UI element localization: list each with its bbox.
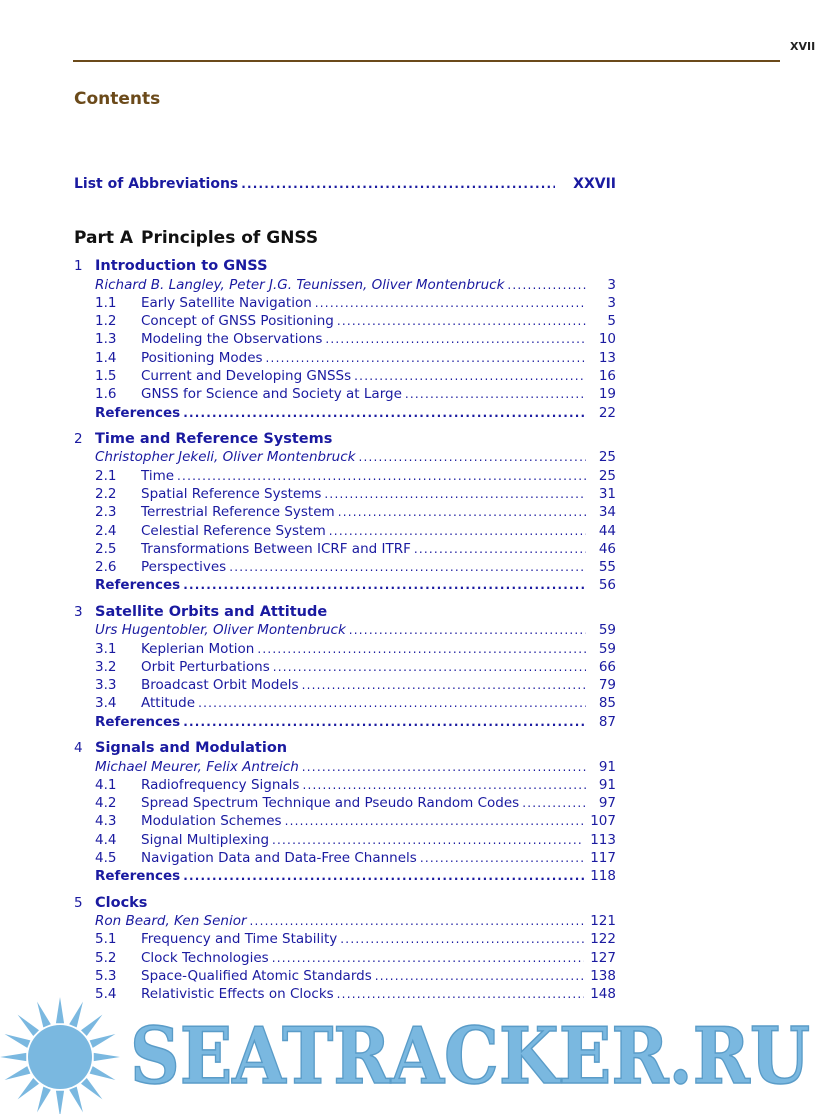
section-title: Keplerian Motion: [141, 640, 255, 657]
chapter-title: Introduction to GNSS: [95, 258, 268, 274]
sun-ray: [5, 1034, 31, 1048]
section-entry[interactable]: [74, 368, 616, 386]
sun-ray: [18, 1015, 39, 1036]
section-title: Concept of GNSS Positioning: [141, 313, 334, 330]
section-entry[interactable]: [74, 504, 616, 522]
references-entry[interactable]: [74, 577, 616, 595]
section-title: Space-Qualified Atomic Standards: [141, 968, 372, 984]
section-title: Signal Multiplexing: [141, 831, 270, 848]
section-title: Spatial Reference Systems: [141, 485, 322, 502]
leader-dots: [522, 796, 586, 810]
leader-dots: [324, 487, 586, 501]
section-title: Transformations Between ICRF and ITRF: [141, 540, 411, 557]
leader-dots: [285, 814, 585, 828]
section-entry[interactable]: [74, 832, 616, 850]
leader-dots: [358, 450, 586, 464]
chapter-number: 2: [74, 430, 83, 447]
references-page: 22: [598, 404, 616, 421]
references-entry[interactable]: [74, 868, 616, 886]
section-page: 117: [590, 850, 616, 867]
leader-dots: [302, 760, 586, 774]
toc-abbreviations-entry[interactable]: [74, 176, 616, 198]
chapter-authors-line[interactable]: [74, 277, 616, 295]
section-number: 2.6: [95, 559, 117, 576]
section-number: 4.4: [95, 831, 117, 848]
section-page: 97: [598, 795, 616, 812]
chapter-start-page: 25: [598, 449, 616, 466]
leader-dots: [325, 332, 586, 346]
references-label: References: [95, 577, 181, 594]
chapter-start-page: 3: [607, 276, 616, 293]
references-page: 118: [590, 868, 616, 885]
section-entry[interactable]: [74, 950, 616, 968]
table-of-contents: [74, 176, 616, 1005]
part-number: Part A: [74, 228, 134, 248]
chapter-start-page: 91: [598, 758, 616, 775]
page-number: XVII: [790, 40, 816, 53]
abbreviations-page: XXVII: [573, 176, 616, 192]
section-number: 3.4: [95, 695, 117, 712]
section-title: Frequency and Time Stability: [141, 931, 338, 948]
section-entry[interactable]: [74, 677, 616, 695]
section-number: 1.3: [95, 331, 117, 348]
section-title: Positioning Modes: [141, 349, 263, 366]
references-label: References: [95, 404, 181, 421]
leader-dots: [405, 387, 586, 401]
leader-dots: [420, 851, 584, 865]
watermark: [0, 995, 826, 1114]
sun-ray: [69, 1002, 83, 1028]
sun-ray: [69, 1087, 83, 1113]
section-number: 5.2: [95, 949, 117, 966]
section-page: 138: [590, 968, 616, 984]
chapter-number: 4: [74, 740, 83, 757]
leader-dots: [337, 314, 586, 328]
leader-dots: [183, 578, 586, 592]
section-number: 1.2: [95, 313, 117, 330]
section-entry[interactable]: [74, 813, 616, 831]
leader-dots: [273, 660, 586, 674]
section-title: Modeling the Observations: [141, 331, 323, 348]
leader-dots: [241, 177, 555, 191]
leader-dots: [302, 678, 586, 692]
sun-ray: [37, 1087, 51, 1113]
chapter-authors: Christopher Jekeli, Oliver Montenbruck: [95, 449, 356, 466]
section-page: 59: [598, 640, 616, 657]
section-entry[interactable]: [74, 468, 616, 486]
section-title: Radiofrequency Signals: [141, 776, 300, 793]
section-page: 5: [607, 313, 616, 330]
section-number: 1.6: [95, 386, 117, 403]
section-number: 3.1: [95, 640, 117, 657]
abbreviations-title: List of Abbreviations: [74, 176, 239, 192]
section-page: 55: [598, 559, 616, 576]
section-page: 127: [590, 949, 616, 966]
leader-dots: [272, 833, 584, 847]
section-number: 5.3: [95, 968, 117, 984]
section-number: 5.4: [95, 986, 117, 1003]
section-number: 4.2: [95, 795, 117, 812]
chapter-authors: Urs Hugentobler, Oliver Montenbruck: [95, 622, 346, 639]
page-title: Contents: [74, 89, 161, 109]
leader-dots: [183, 869, 584, 883]
header-rule: [73, 60, 780, 62]
section-title: Current and Developing GNSSs: [141, 367, 352, 384]
section-title: Celestial Reference System: [141, 522, 326, 539]
sun-ray: [5, 1066, 31, 1080]
section-page: 16: [598, 367, 616, 384]
chapter-entry: [74, 604, 616, 732]
part-heading: [74, 228, 616, 250]
section-title: Relativistic Effects on Clocks: [141, 986, 334, 1003]
section-page: 44: [598, 522, 616, 539]
section-entry[interactable]: [74, 695, 616, 713]
section-entry[interactable]: [74, 295, 616, 313]
section-entry[interactable]: [74, 850, 616, 868]
leader-dots: [329, 524, 586, 538]
chapter-title: Satellite Orbits and Attitude: [95, 603, 328, 620]
watermark-text: SEATRACKER.RU: [130, 1011, 810, 1102]
leader-dots: [198, 696, 586, 710]
section-entry[interactable]: [74, 523, 616, 541]
section-number: 2.3: [95, 504, 117, 521]
leader-dots: [177, 469, 586, 483]
chapter-authors: Ron Beard, Ken Senior: [95, 913, 247, 930]
section-entry[interactable]: [74, 559, 616, 577]
chapter-heading[interactable]: [74, 258, 616, 277]
chapter-start-page: 59: [598, 622, 616, 639]
section-entry[interactable]: [74, 795, 616, 813]
section-title: Spread Spectrum Technique and Pseudo Random Codes: [141, 795, 520, 812]
chapter-list: [74, 258, 616, 1005]
section-page: 85: [598, 695, 616, 712]
section-entry[interactable]: [74, 541, 616, 559]
chapter-authors: Richard B. Langley, Peter J.G. Teunissen, Oliver Montenbruck: [95, 276, 505, 293]
chapter-title: Clocks: [95, 894, 148, 911]
section-page: 91: [598, 776, 616, 793]
sun-ray: [94, 1053, 120, 1061]
chapter-heading[interactable]: [74, 740, 616, 759]
section-number: 2.5: [95, 540, 117, 557]
references-entry[interactable]: [74, 714, 616, 732]
sun-ray: [18, 1078, 39, 1099]
section-entry[interactable]: [74, 386, 616, 404]
section-entry[interactable]: [74, 641, 616, 659]
section-title: Broadcast Orbit Models: [141, 677, 299, 694]
leader-dots: [183, 406, 586, 420]
leader-dots: [375, 969, 584, 983]
leader-dots: [507, 278, 586, 292]
section-number: 3.2: [95, 658, 117, 675]
section-page: 148: [590, 986, 616, 1003]
section-entry[interactable]: [74, 777, 616, 795]
leader-dots: [302, 778, 586, 792]
section-entry[interactable]: [74, 659, 616, 677]
leader-dots: [183, 715, 586, 729]
section-page: 113: [590, 831, 616, 848]
chapter-start-page: 121: [590, 913, 616, 930]
references-label: References: [95, 713, 181, 730]
section-number: 4.1: [95, 776, 117, 793]
section-title: Navigation Data and Data-Free Channels: [141, 850, 417, 867]
section-entry[interactable]: [74, 486, 616, 504]
section-entry[interactable]: [74, 331, 616, 349]
section-page: 46: [598, 540, 616, 557]
leader-dots: [250, 914, 585, 928]
chapter-heading[interactable]: [74, 431, 616, 450]
leader-dots: [229, 560, 586, 574]
sun-ray: [81, 1015, 102, 1036]
leader-dots: [354, 369, 586, 383]
sun-logo-icon: [0, 997, 120, 1114]
section-number: 2.4: [95, 522, 117, 539]
section-number: 4.5: [95, 850, 117, 867]
section-number: 2.1: [95, 467, 117, 484]
leader-dots: [349, 623, 586, 637]
section-page: 25: [598, 467, 616, 484]
chapter-authors-line[interactable]: [74, 913, 616, 931]
leader-dots: [272, 951, 585, 965]
chapter-authors: Michael Meurer, Felix Antreich: [95, 758, 299, 775]
section-number: 1.4: [95, 349, 117, 366]
section-entry[interactable]: [74, 968, 616, 986]
leader-dots: [315, 296, 586, 310]
sun-ray: [81, 1078, 102, 1099]
chapter-number: 3: [74, 603, 83, 620]
chapter-number: 1: [74, 258, 83, 274]
chapter-entry: [74, 431, 616, 596]
chapter-authors-line[interactable]: [74, 449, 616, 467]
chapter-number: 5: [74, 894, 83, 911]
section-number: 1.5: [95, 367, 117, 384]
chapter-entry: [74, 740, 616, 887]
leader-dots: [340, 932, 584, 946]
section-page: 107: [590, 813, 616, 830]
chapter-authors-line[interactable]: [74, 759, 616, 777]
part-title: Principles of GNSS: [141, 228, 319, 248]
chapter-title: Time and Reference Systems: [95, 430, 333, 447]
section-page: 79: [598, 677, 616, 694]
chapter-entry: [74, 895, 616, 1005]
sun-ray: [56, 997, 64, 1023]
sun-ray: [90, 1034, 116, 1048]
references-entry[interactable]: [74, 405, 616, 423]
section-number: 1.1: [95, 294, 117, 311]
section-entry[interactable]: [74, 350, 616, 368]
sun-ray: [0, 1053, 26, 1061]
section-page: 122: [590, 931, 616, 948]
leader-dots: [257, 642, 586, 656]
section-number: 2.2: [95, 485, 117, 502]
chapter-title: Signals and Modulation: [95, 740, 288, 757]
section-title: Clock Technologies: [141, 949, 269, 966]
section-page: 66: [598, 658, 616, 675]
section-title: Modulation Schemes: [141, 813, 282, 830]
section-page: 13: [598, 349, 616, 366]
section-number: 4.3: [95, 813, 117, 830]
chapter-entry: [74, 258, 616, 423]
leader-dots: [414, 542, 586, 556]
section-page: 31: [598, 485, 616, 502]
section-entry[interactable]: [74, 313, 616, 331]
references-label: References: [95, 868, 181, 885]
section-page: 34: [598, 504, 616, 521]
section-page: 10: [598, 331, 616, 348]
section-entry[interactable]: [74, 931, 616, 949]
section-page: 19: [598, 386, 616, 403]
sun-ray: [37, 1002, 51, 1028]
section-title: Terrestrial Reference System: [141, 504, 335, 521]
references-page: 87: [598, 713, 616, 730]
sun-ray: [90, 1066, 116, 1080]
section-number: 3.3: [95, 677, 117, 694]
references-page: 56: [598, 577, 616, 594]
section-title: Perspectives: [141, 559, 227, 576]
section-title: Attitude: [141, 695, 196, 712]
sun-ray: [56, 1091, 64, 1114]
section-number: 5.1: [95, 931, 117, 948]
chapter-heading[interactable]: [74, 895, 616, 914]
chapter-heading[interactable]: [74, 604, 616, 623]
section-title: Orbit Perturbations: [141, 658, 270, 675]
leader-dots: [338, 505, 586, 519]
section-page: 3: [607, 294, 616, 311]
section-title: Time: [141, 467, 175, 484]
chapter-authors-line[interactable]: [74, 622, 616, 640]
section-title: Early Satellite Navigation: [141, 294, 312, 311]
leader-dots: [266, 351, 586, 365]
section-title: GNSS for Science and Society at Large: [141, 386, 402, 403]
